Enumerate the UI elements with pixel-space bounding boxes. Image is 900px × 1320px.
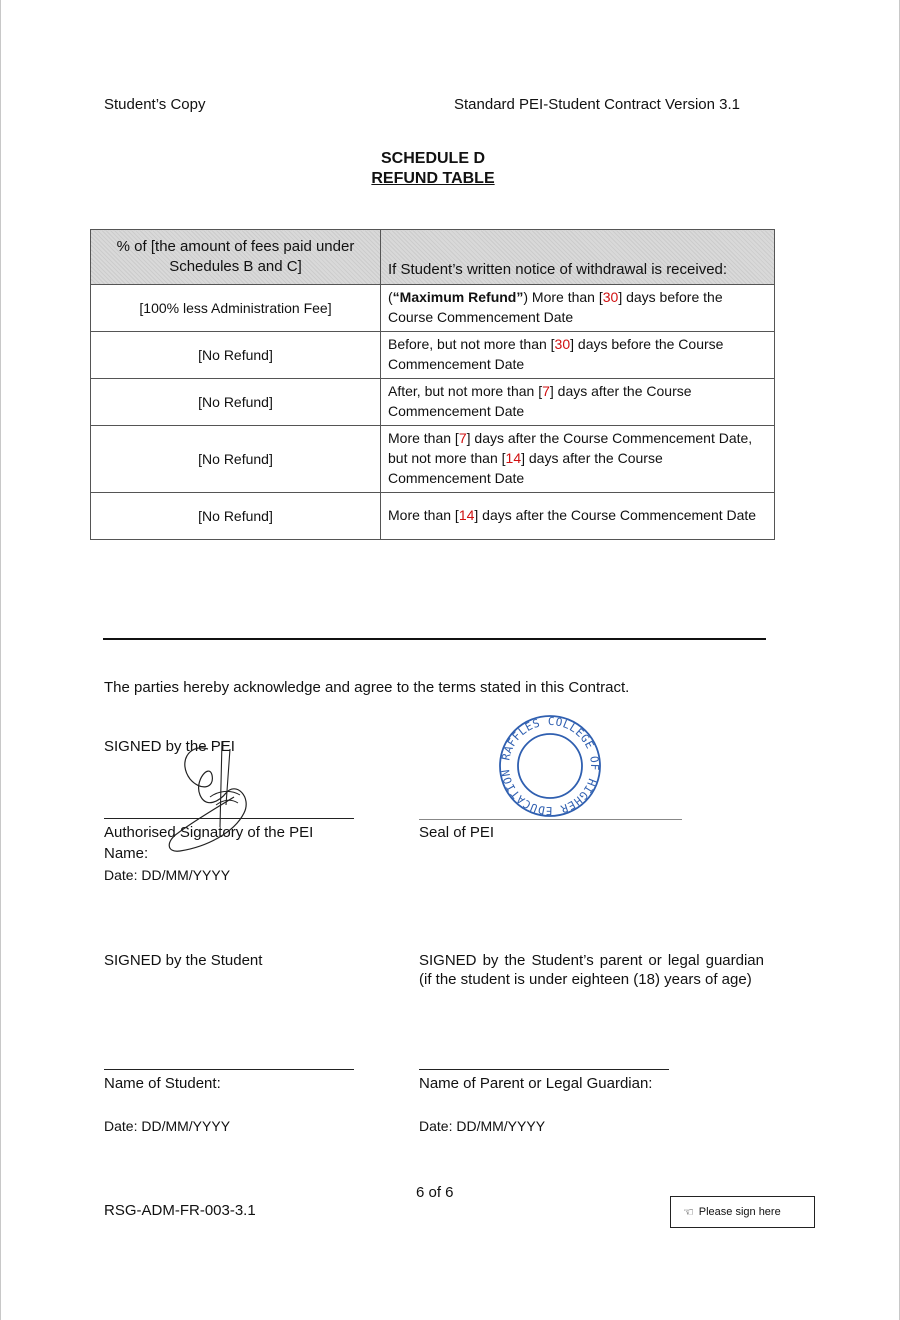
guardian-date-label: Date: DD/MM/YYYY	[419, 1118, 546, 1134]
condition-cell	[381, 285, 775, 332]
condition-text: ] days after the Course Commencement Date	[388, 383, 692, 419]
condition-days: 30	[602, 289, 619, 305]
refund-cell: [No Refund]	[91, 493, 381, 540]
refund-cell: [No Refund]	[91, 332, 381, 379]
condition-text: After, but not more than [	[388, 383, 543, 399]
please-sign-here-button[interactable]	[670, 1196, 815, 1228]
refund-table	[90, 229, 775, 540]
table-row	[91, 493, 775, 540]
condition-text: ] days after the Course Commencement Date, but not more than [	[388, 430, 753, 466]
header-copy-label: Student’s Copy	[104, 96, 206, 113]
student-date-label: Date: DD/MM/YYYY	[104, 1118, 231, 1134]
table-row	[91, 285, 775, 332]
pei-signed-by-label: SIGNED by the PEI	[104, 738, 235, 755]
guardian-name-label: Name of Parent or Legal Guardian:	[419, 1075, 653, 1092]
schedule-title	[300, 149, 566, 189]
svg-text:RAFFLES COLLEGE OF HIGHER EDUC	[499, 715, 601, 817]
condition-text: More than [	[388, 507, 459, 523]
pei-seal-stamp	[497, 714, 603, 818]
condition-days: 7	[542, 383, 550, 399]
refund-cell: [No Refund]	[91, 379, 381, 426]
refund-cell: [100% less Administration Fee]	[91, 285, 381, 332]
condition-text: Before, but not more than [	[388, 336, 555, 352]
condition-open-paren: (	[388, 289, 393, 305]
pointing-hand-icon: ☜	[683, 1205, 694, 1219]
guardian-signed-by-label: SIGNED by the Student’s parent or legal guardian (if the student is under eighteen (18) years of age)	[419, 952, 764, 988]
acknowledgement-text: The parties hereby acknowledge and agree to the terms stated in this Contract.	[104, 679, 630, 696]
pei-signature-graphic	[160, 735, 260, 855]
section-divider	[103, 638, 766, 640]
page-edge-left	[0, 0, 1, 1320]
student-signed-by-label: SIGNED by the Student	[104, 952, 263, 969]
condition-cell	[381, 493, 775, 540]
condition-cell	[381, 379, 775, 426]
student-name-label: Name of Student:	[104, 1075, 221, 1092]
condition-text: ] days after the Course Commencement Date	[474, 507, 757, 523]
seal-label: Seal of PEI	[419, 824, 495, 841]
condition-text: ] days before the Course Commencement Date	[388, 336, 724, 372]
table-row	[91, 379, 775, 426]
page-number: 6 of 6	[416, 1184, 454, 1201]
table-header-row	[91, 230, 775, 285]
guardian-signature-line[interactable]	[419, 1069, 669, 1070]
schedule-title-line1: SCHEDULE D	[380, 150, 485, 167]
student-signature-line[interactable]	[104, 1069, 354, 1070]
pei-name-label: Name:	[104, 845, 149, 862]
table-row	[91, 426, 775, 493]
condition-text: ] days before the Course Commencement Date	[388, 289, 723, 325]
seal-line	[419, 819, 682, 820]
refund-cell: [No Refund]	[91, 426, 381, 493]
condition-bold-term: “Maximum Refund”	[392, 289, 524, 305]
condition-cell	[381, 426, 775, 493]
document-code: RSG-ADM-FR-003-3.1	[104, 1202, 256, 1219]
condition-days: 7	[458, 430, 467, 446]
condition-days: 30	[554, 336, 571, 352]
condition-days: 14	[458, 507, 475, 523]
pei-signatory-label: Authorised Signatory of the PEI	[104, 824, 314, 841]
table-row	[91, 332, 775, 379]
condition-days: 14	[505, 450, 522, 466]
seal-text: RAFFLES COLLEGE OF HIGHER EDUCATION	[499, 714, 602, 818]
header-version-label: Standard PEI-Student Contract Version 3.1	[454, 96, 741, 113]
column-header-withdrawal: If Student’s written notice of withdrawal is received:	[381, 230, 775, 285]
condition-text: More than [	[388, 430, 459, 446]
condition-text: ] days after the Course Commencement Date	[388, 450, 663, 486]
please-sign-here-label: Please sign here	[698, 1206, 781, 1218]
pei-date-label: Date: DD/MM/YYYY	[104, 867, 231, 883]
schedule-title-line2: REFUND TABLE	[371, 170, 495, 187]
condition-text: ) More than [	[523, 289, 603, 305]
column-header-percentage: % of [the amount of fees paid under Schedules B and C]	[91, 230, 381, 285]
condition-cell	[381, 332, 775, 379]
